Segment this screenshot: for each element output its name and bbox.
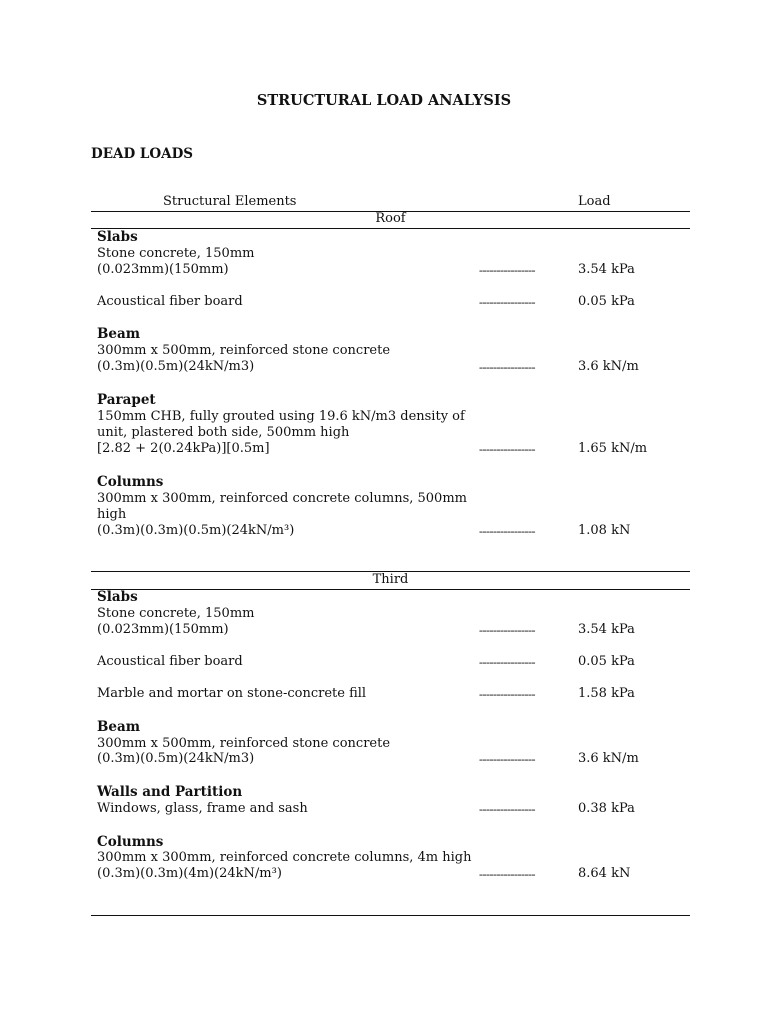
third-beam-desc: 300mm x 500mm, reinforced stone concrete	[97, 736, 391, 751]
third-slabs-header: Slabs	[97, 589, 138, 605]
roof-slabs-leader: ----------------	[479, 263, 535, 277]
roof-slabs-desc: Stone concrete, 150mm	[97, 246, 255, 261]
roof-beam-header: Beam	[97, 326, 141, 342]
third-beam-value: 3.6 kN/m	[578, 751, 639, 766]
third-columns-leader: ----------------	[479, 867, 535, 881]
band-label-third: Third	[372, 572, 409, 587]
roof-parapet-desc-1: 150mm CHB, fully grouted using 19.6 kN/m3 density of	[97, 409, 465, 424]
roof-slabs-value: 3.54 kPa	[578, 262, 635, 277]
column-heading-elements: Structural Elements	[163, 194, 297, 209]
third-walls-header: Walls and Partition	[97, 784, 243, 800]
third-walls-desc: Windows, glass, frame and sash	[97, 801, 308, 816]
roof-acoustic-leader: ----------------	[479, 295, 535, 309]
roof-columns-header: Columns	[97, 474, 164, 490]
page-title: STRUCTURAL LOAD ANALYSIS	[256, 92, 512, 109]
roof-parapet-calc: [2.82 + 2(0.24kPa)][0.5m]	[97, 441, 270, 456]
roof-parapet-value: 1.65 kN/m	[578, 441, 648, 456]
third-slabs-leader: ----------------	[479, 623, 535, 637]
third-slabs-calc: (0.023mm)(150mm)	[97, 622, 229, 637]
roof-beam-leader: ----------------	[479, 360, 535, 374]
third-slabs-value: 3.54 kPa	[578, 622, 635, 637]
third-slabs-desc: Stone concrete, 150mm	[97, 606, 255, 621]
third-marble-value: 1.58 kPa	[578, 686, 635, 701]
third-walls-value: 0.38 kPa	[578, 801, 635, 816]
roof-acoustic-desc: Acoustical fiber board	[97, 294, 243, 309]
roof-beam-desc: 300mm x 500mm, reinforced stone concrete	[97, 343, 391, 358]
third-acoustic-desc: Acoustical fiber board	[97, 654, 243, 669]
roof-parapet-leader: ----------------	[479, 442, 535, 456]
rule-under-roof	[91, 228, 690, 229]
third-columns-calc: (0.3m)(0.3m)(4m)(24kN/m³)	[97, 866, 282, 881]
third-columns-header: Columns	[97, 834, 164, 850]
column-heading-load: Load	[578, 194, 611, 209]
roof-slabs-header: Slabs	[97, 229, 138, 245]
roof-beam-calc: (0.3m)(0.5m)(24kN/m3)	[97, 359, 255, 374]
roof-slabs-calc: (0.023mm)(150mm)	[97, 262, 229, 277]
third-acoustic-leader: ----------------	[479, 655, 535, 669]
roof-beam-value: 3.6 kN/m	[578, 359, 639, 374]
third-columns-value: 8.64 kN	[578, 866, 631, 881]
third-beam-calc: (0.3m)(0.5m)(24kN/m3)	[97, 751, 255, 766]
roof-parapet-desc-2: unit, plastered both side, 500mm high	[97, 425, 350, 440]
roof-columns-value: 1.08 kN	[578, 523, 631, 538]
rule-under-third	[91, 589, 690, 590]
third-marble-leader: ----------------	[479, 687, 535, 701]
roof-columns-calc: (0.3m)(0.3m)(0.5m)(24kN/m³)	[97, 523, 295, 538]
roof-parapet-header: Parapet	[97, 392, 156, 408]
third-beam-header: Beam	[97, 719, 141, 735]
third-acoustic-value: 0.05 kPa	[578, 654, 635, 669]
roof-columns-desc-2: high	[97, 507, 127, 522]
rule-bottom	[91, 915, 690, 916]
third-columns-desc: 300mm x 300mm, reinforced concrete columns, 4m high	[97, 850, 472, 865]
third-marble-desc: Marble and mortar on stone-concrete fill	[97, 686, 367, 701]
third-walls-leader: ----------------	[479, 802, 535, 816]
roof-columns-leader: ----------------	[479, 524, 535, 538]
roof-columns-desc-1: 300mm x 300mm, reinforced concrete columns, 500mm	[97, 491, 467, 506]
roof-acoustic-value: 0.05 kPa	[578, 294, 635, 309]
section-title: DEAD LOADS	[91, 146, 194, 162]
third-beam-leader: ----------------	[479, 752, 535, 766]
band-label-roof: Roof	[375, 211, 406, 226]
